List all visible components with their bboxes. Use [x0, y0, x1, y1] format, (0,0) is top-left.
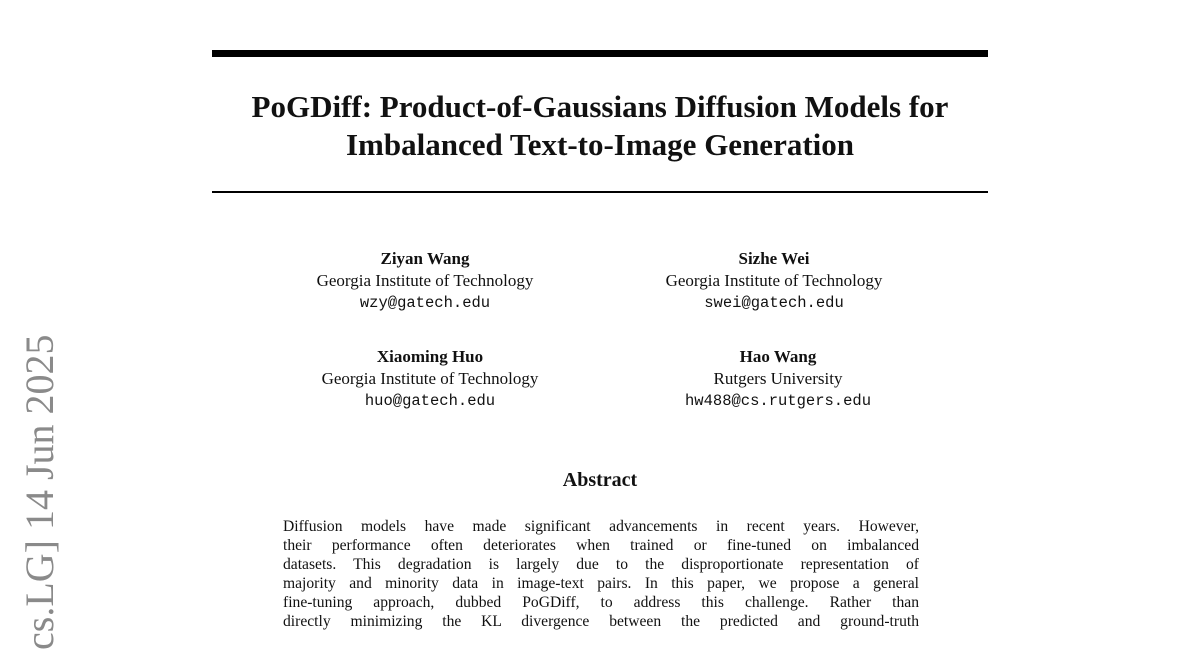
title-top-rule — [212, 50, 988, 57]
author-email: wzy@gatech.edu — [359, 294, 491, 312]
author-affiliation: Georgia Institute of Technology — [316, 271, 534, 290]
abstract-line: directly minimizing the KL divergence between the predicted and ground-truth — [283, 613, 919, 630]
author-block-ziyan-wang — [255, 248, 595, 314]
author-block-hao-wang — [608, 346, 948, 412]
author-name: Ziyan Wang — [380, 249, 470, 268]
author-email: hw488@cs.rutgers.edu — [684, 392, 872, 410]
abstract-line: Diffusion models have made significant advancements in recent years. However, — [283, 518, 919, 535]
abstract-body — [283, 517, 919, 631]
author-affiliation: Georgia Institute of Technology — [321, 369, 539, 388]
author-block-sizhe-wei — [604, 248, 944, 314]
title-line-1: PoGDiff: Product-of-Gaussians Diffusion Models for — [251, 89, 949, 124]
abstract-line: datasets. This degradation is largely due to the disproportionate representation of — [283, 556, 919, 573]
author-email: swei@gatech.edu — [704, 294, 844, 312]
abstract-line: majority and minority data in image-text pairs. In this paper, we propose a general — [283, 575, 919, 592]
abstract-line: their performance often deteriorates when trained or fine-tuned on imbalanced — [283, 537, 919, 554]
author-email: huo@gatech.edu — [364, 392, 496, 410]
author-name: Xiaoming Huo — [376, 347, 484, 366]
title-bottom-rule — [212, 191, 988, 193]
title-line-2: Imbalanced Text-to-Image Generation — [345, 127, 855, 162]
paper-title — [212, 88, 988, 164]
author-affiliation: Rutgers University — [713, 369, 843, 388]
arxiv-identifier-stamp: cs.LG] 14 Jun 2025 — [17, 334, 62, 650]
author-affiliation: Georgia Institute of Technology — [665, 271, 883, 290]
abstract-line: fine-tuning approach, dubbed PoGDiff, to address this challenge. Rather than — [283, 594, 919, 611]
abstract-heading: Abstract — [562, 469, 638, 491]
author-name: Sizhe Wei — [738, 249, 810, 268]
author-name: Hao Wang — [739, 347, 817, 366]
author-block-xiaoming-huo — [260, 346, 600, 412]
